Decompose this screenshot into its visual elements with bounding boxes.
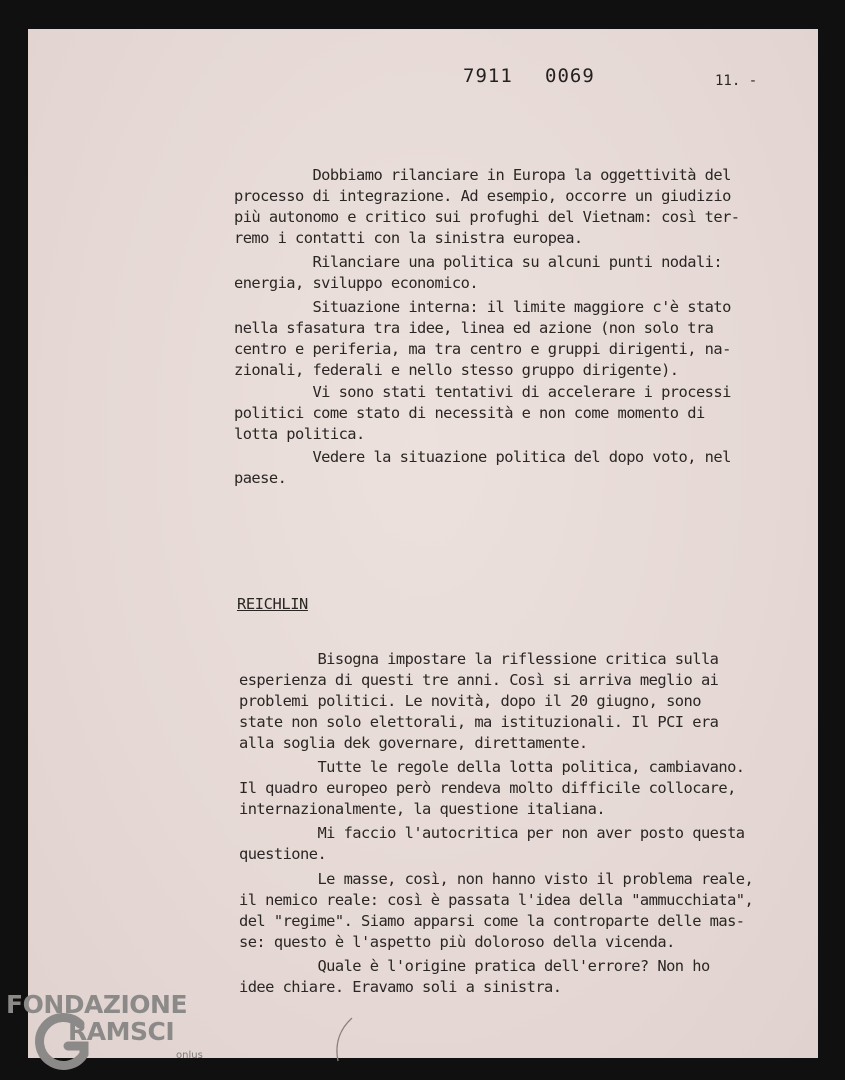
text-line: Vedere la situazione politica del dopo voto, nel [234,448,731,466]
text-line: remo i contatti con la sinistra europea. [234,229,583,247]
text-line: Situazione interna: il limite maggiore c'è stato [234,298,731,316]
text-line: politici come stato di necessità e non come momento di [234,404,705,422]
text-line: Rilanciare una politica su alcuni punti nodali: [234,253,723,271]
text-line: paese. [234,469,287,487]
text-line: esperienza di questi tre anni. Così si arriva meglio ai [239,671,719,689]
logo-text-line1: FONDAZIONE [6,990,188,1019]
fondazione-gramsci-logo [6,990,216,1076]
text-line: zionali, federali e nello stesso gruppo dirigente). [234,361,679,379]
text-line: processo di integrazione. Ad esempio, occorre un giudizio [234,187,731,205]
speaker-heading: REICHLIN [237,595,308,613]
text-line: lotta politica. [234,425,365,443]
text-line: del "regime". Siamo apparsi come la controparte delle mas- [239,912,745,930]
text-line: Vi sono stati tentativi di accelerare i processi [234,383,731,401]
text-line: alla soglia dek governare, direttamente. [239,734,588,752]
text-line: energia, sviluppo economico. [234,274,479,292]
text-line: più autonomo e critico sui profughi del Vietnam: così ter- [234,208,740,226]
text-line: Bisogna impostare la riflessione critica sulla [239,650,719,668]
text-line: questione. [239,845,327,863]
archive-code-b: 0069 [545,65,595,87]
text-line: Il quadro europeo però rendeva molto difficile collocare, [239,779,736,797]
text-line: se: questo è l'aspetto più doloroso della vicenda. [239,933,675,951]
text-line: Dobbiamo rilanciare in Europa la oggettività del [234,166,731,184]
text-line: nella sfasatura tra idee, linea ed azione (non solo tra [234,319,714,337]
text-line: problemi politici. Le novità, dopo il 20 giugno, sono [239,692,701,710]
text-line: il nemico reale: così è passata l'idea della "ammucchiata", [239,891,754,909]
text-line: Tutte le regole della lotta politica, cambiavano. [239,758,745,776]
text-line: centro e periferia, ma tra centro e gruppi dirigenti, na- [234,340,731,358]
page-number: 11. - [715,73,758,89]
pencil-mark [330,1015,360,1065]
logo-text-line2: RAMSCI [68,1017,175,1046]
text-line: Mi faccio l'autocritica per non aver posto questa [239,824,745,842]
text-line: state non solo elettorali, ma istituzionali. Il PCI era [239,713,719,731]
archive-code-a: 7911 [463,65,513,87]
text-line: Le masse, così, non hanno visto il problema reale, [239,870,754,888]
text-line: internazionalmente, la questione italiana. [239,800,606,818]
text-line: idee chiare. Eravamo soli a sinistra. [239,978,562,996]
text-line: Quale è l'origine pratica dell'errore? Non ho [239,957,710,975]
logo-suffix: onlus [176,1050,203,1061]
